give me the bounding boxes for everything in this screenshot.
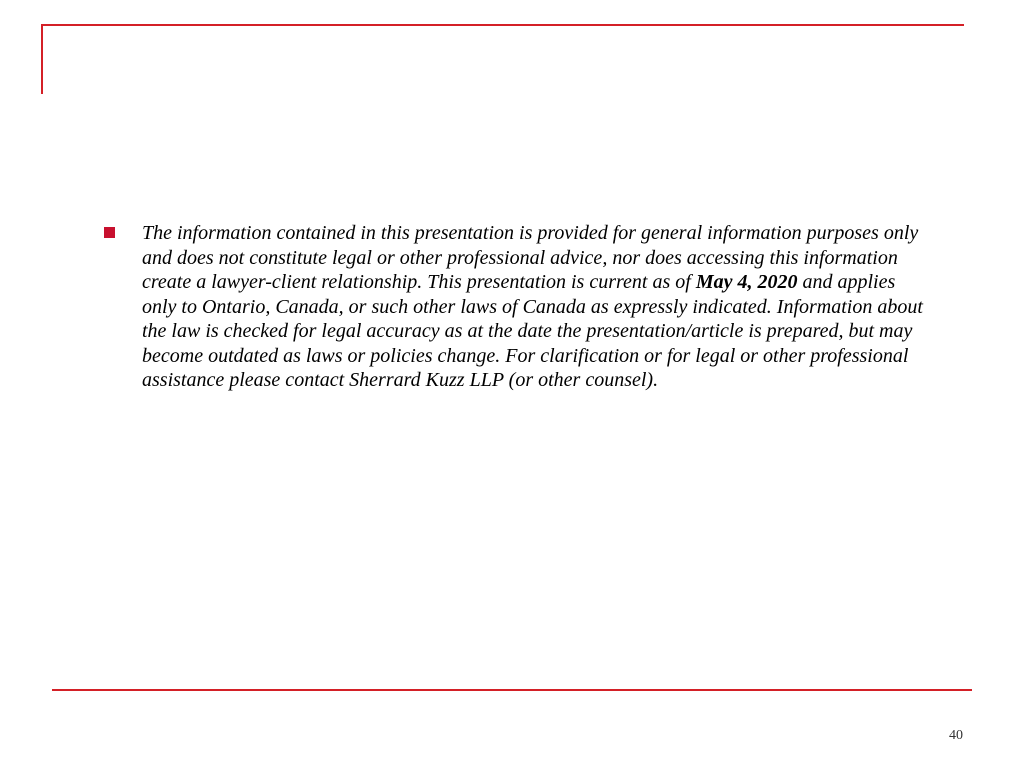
- disclaimer-bullet-item: [104, 221, 934, 393]
- disclaimer-text-after-date: and applies only to Ontario, Canada, or such other laws of Canada as expressly indicated. Information about the law is checked for legal accuracy as at the date the presentation/article is prepared, but may become outdated as laws or policies change. For clarification or for legal or other professional assistance please contact Sherrard Kuzz LLP (or other counsel).: [142, 271, 923, 391]
- bottom-divider: [52, 689, 972, 691]
- top-divider: [41, 24, 964, 26]
- square-bullet-icon: [104, 227, 115, 238]
- page-number: 40: [949, 728, 963, 743]
- left-divider: [41, 24, 43, 94]
- disclaimer-text-before-date: The information contained in this presentation is provided for general information purposes only and does not constitute legal or other professional advice, nor does accessing this information create a lawyer-client relationship. This presentation is current as of: [142, 222, 919, 293]
- disclaimer-text: [142, 221, 934, 393]
- disclaimer-date: May 4, 2020: [695, 271, 798, 293]
